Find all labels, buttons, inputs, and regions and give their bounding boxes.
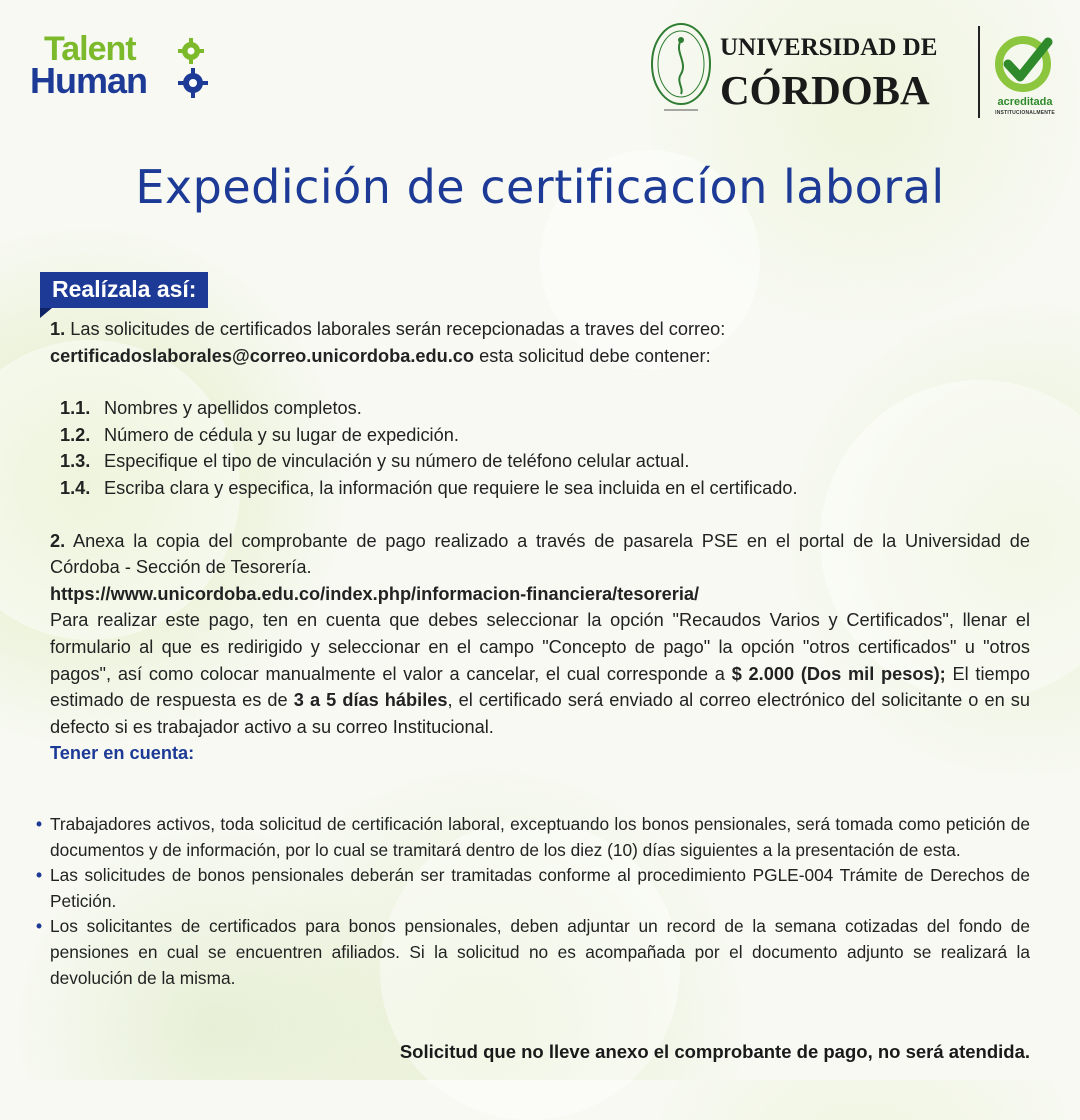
payment-instructions: Para realizar este pago, ten en cuenta que debes seleccionar la opción "Recaudos Varios y Certificados", llenar el formulario al que es redirigido y seleccionar en el campo "Concepto de pago" la opción "otros certificados" u "otros pagos", así como colocar manualmente el valor a cancelar, el cual corresponde a [50,610,1030,684]
response-time-intro: El tiempo estimado de respuesta es de [50,663,1030,711]
list-item: • Trabajadores activos, toda solicitud de certificación laboral, exceptuando los bonos pensionales, será tomada como petición de documentos y de información, por lo cual se tramitará dentro de los diez (10) días siguientes a la presentación de esta. [36,812,1030,863]
tesoreria-url-link[interactable]: https://www.unicordoba.edu.co/index.php/informacion-financiera/tesoreria/ [50,583,700,604]
list-item-text: Escriba clara y especifica, la información que requiere le sea incluida en el certificado. [104,477,798,498]
logo-human-word: Human [30,60,148,101]
instructions-content [50,316,1030,767]
list-item-text: Nombres y apellidos completos. [104,398,362,419]
list-item-number: 1.1. [60,398,91,419]
footer-warning: Solicitud que no lleve anexo el comprobante de pago, no será atendida. [399,1041,1030,1062]
list-item [60,475,1030,502]
list-item-number: 1.4. [60,477,91,498]
university-name-line2: CÓRDOBA [720,67,930,113]
list-item [60,395,1030,422]
delivery-info: , el certificado será enviado al correo electrónico del solicitante o en su defecto si es trabajador activo a su correo Institucional. [50,690,1030,737]
step2-text: Anexa la copia del comprobante de pago realizado a través de pasarela PSE en el portal de la Universidad de Córdoba - Sección de Tesorería. [50,530,1030,578]
step2-number: 2. [50,530,66,551]
list-item: • Las solicitudes de bonos pensionales deberán ser tramitadas conforme al procedimiento PGLE-004 Trámite de Derechos de Petición. [36,863,1030,914]
step2-paragraph [50,528,1030,741]
step1-text: Las solicitudes de certificados laborales serán recepcionadas a traves del correo: [70,319,726,339]
talento-humano-logo [30,30,220,105]
list-item: • Los solicitantes de certificados para bonos pensionales, deben adjuntar un record de la semana cotizadas del fondo de pensiones en cual se encuentren afiliados. Si la solicitud no es acompañada por el documento adjunto se realizará la devolución de la misma. [36,914,1030,991]
step1-number: 1. [50,319,66,339]
checkmark-icon [990,30,1060,96]
page-title: Expedición de certificacíon laboral [135,160,945,214]
logo-talent-word: Talent [44,30,136,68]
list-item [60,422,1030,449]
certificates-email-link[interactable]: certificadoslaborales@correo.unicordoba.edu.co [50,345,475,366]
list-item-text: Especifique el tipo de vinculación y su número de teléfono celular actual. [104,451,690,472]
step1-email-suffix: esta solicitud debe contener: [479,345,711,366]
blue-gear-icon [178,68,208,98]
payment-price: $ 2.000 (Dos mil pesos); [731,663,946,684]
university-seal-icon [650,22,712,114]
step1-paragraph [50,316,1030,369]
step1-sublist [60,395,1030,501]
accreditation-label: acreditada [997,96,1053,108]
accreditation-sub: INSTITUCIONALMENTE [995,110,1055,116]
universidad-logo-block [650,22,1060,122]
green-gear-icon [178,38,204,64]
list-item-number: 1.3. [60,451,91,472]
section-tab: Realízala así: [40,272,208,308]
notes-list [36,812,1030,991]
university-name-line1: UNIVERSIDAD DE [720,34,938,61]
list-item-number: 1.2. [60,424,91,445]
list-item [60,448,1030,475]
list-item-text: Número de cédula y su lugar de expedición. [104,424,459,445]
logo-divider [978,26,980,118]
notes-heading: Tener en cuenta: [50,743,195,764]
accreditation-badge [990,30,1060,120]
response-time: 3 a 5 días hábiles [293,690,448,711]
